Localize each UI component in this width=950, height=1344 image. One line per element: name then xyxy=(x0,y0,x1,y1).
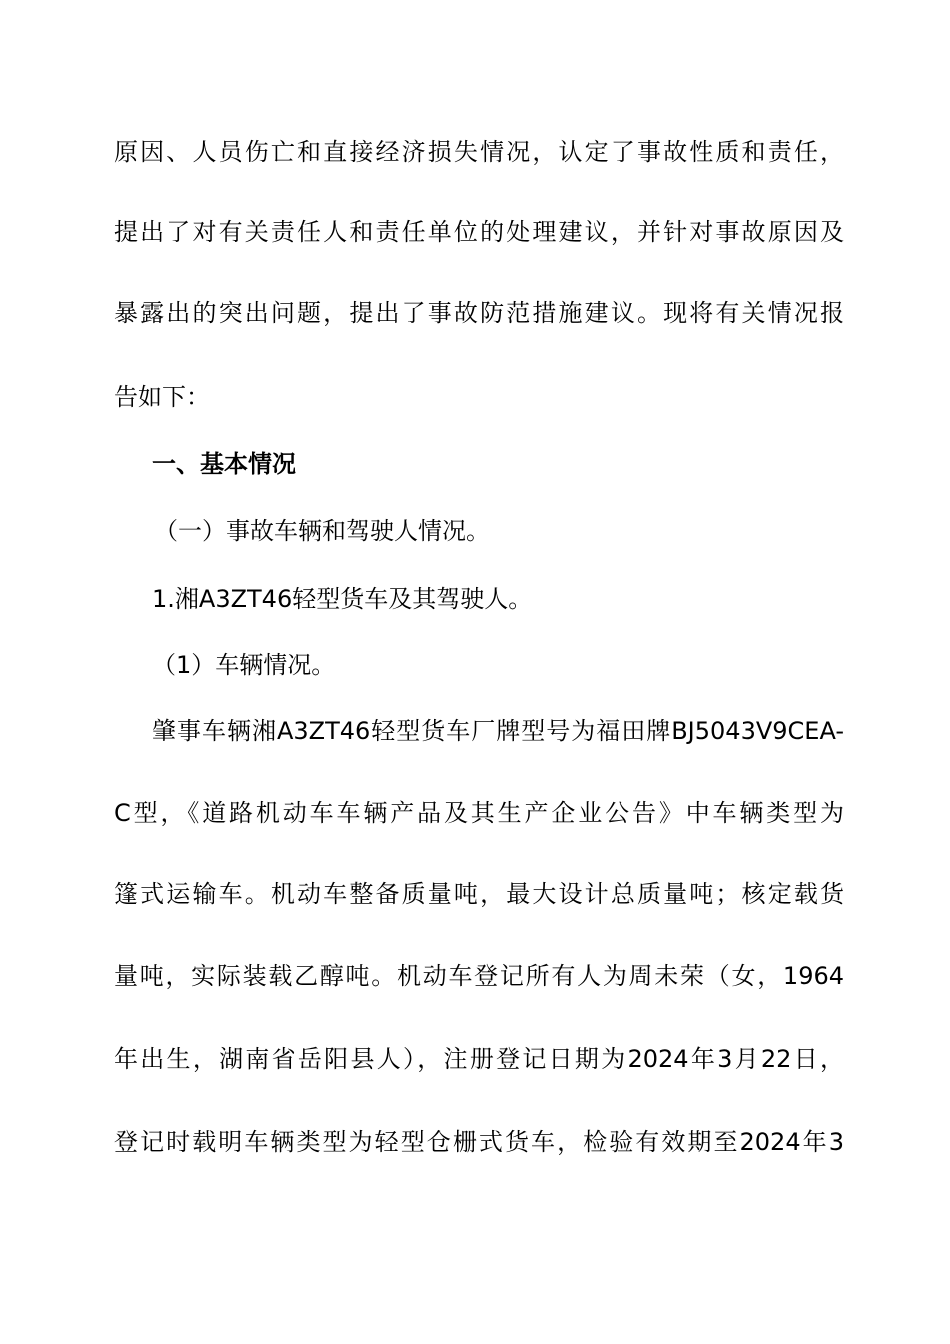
paragraph-line-8: 量吨，实际装载乙醇吨。机动车登记所有人为周未荣（女，1964 xyxy=(114,962,844,990)
item-heading: 1.湘A3ZT46轻型货车及其驾驶人。 xyxy=(152,585,533,613)
paragraph-line-7: 篷式运输车。机动车整备质量吨，最大设计总质量吨；核定载货 xyxy=(114,880,844,908)
paragraph-line-1: 原因、人员伤亡和直接经济损失情况，认定了事故性质和责任， xyxy=(114,138,844,166)
paragraph-line-3: 暴露出的突出问题，提出了事故防范措施建议。现将有关情况报 xyxy=(114,299,844,327)
paragraph-line-6: C型，《道路机动车车辆产品及其生产企业公告》中车辆类型为 xyxy=(114,799,844,827)
subitem-heading: （1）车辆情况。 xyxy=(152,651,336,679)
paragraph-line-2: 提出了对有关责任人和责任单位的处理建议，并针对事故原因及 xyxy=(114,218,844,246)
paragraph-line-9: 年出生，湖南省岳阳县人），注册登记日期为2024年3月22日， xyxy=(114,1045,844,1073)
paragraph-line-4: 告如下： xyxy=(114,383,210,411)
subsection-heading: （一）事故车辆和驾驶人情况。 xyxy=(154,517,490,545)
section-heading: 一、基本情况 xyxy=(152,450,296,478)
paragraph-line-10: 登记时载明车辆类型为轻型仓栅式货车，检验有效期至2024年3 xyxy=(114,1128,844,1156)
paragraph-line-5: 肇事车辆湘A3ZT46轻型货车厂牌型号为福田牌BJ5043V9CEA- xyxy=(152,717,844,745)
